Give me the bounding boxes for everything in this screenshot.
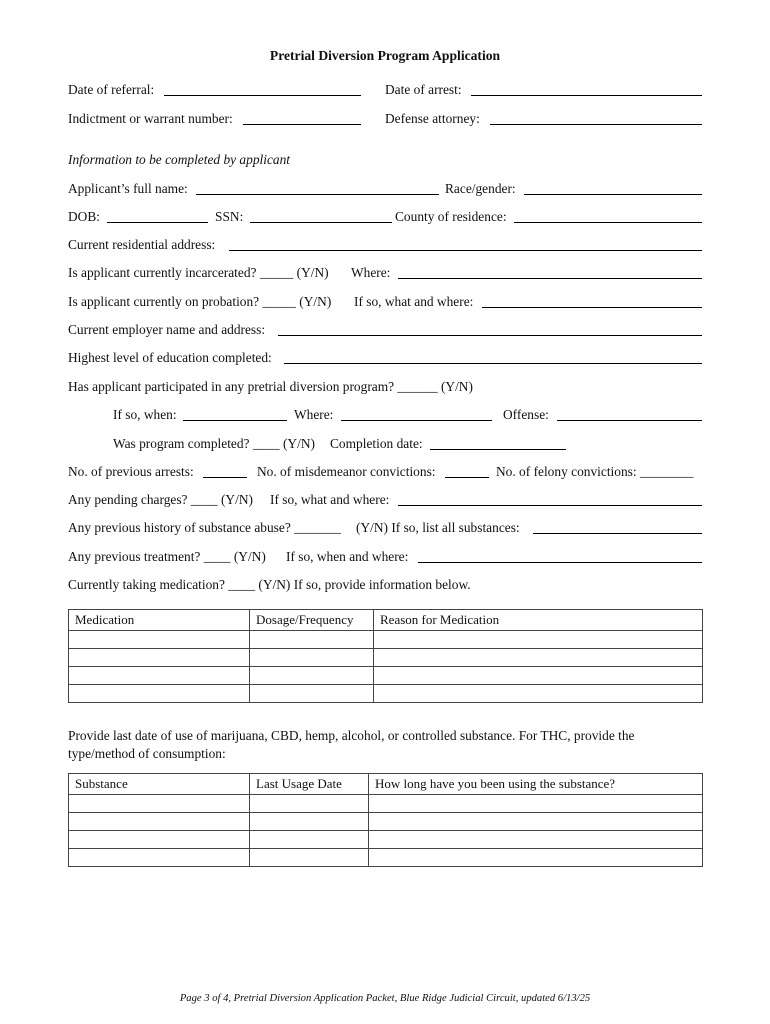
county-field[interactable] [514, 222, 702, 223]
if-so-when-field[interactable] [183, 420, 287, 421]
dob-field[interactable] [107, 222, 208, 223]
felony-label: No. of felony convictions: ________ [496, 464, 694, 479]
ssn-label: SSN: [215, 209, 244, 224]
reason-cell[interactable] [374, 631, 703, 649]
substance-cell[interactable] [69, 849, 250, 867]
offense-field[interactable] [557, 420, 702, 421]
duration-cell[interactable] [369, 813, 703, 831]
section-heading: Information to be completed by applicant [68, 152, 291, 167]
page-title: Pretrial Diversion Program Application [269, 48, 501, 63]
treatment-when-field[interactable] [418, 562, 702, 563]
substance-history-label: Any previous history of substance abuse? _______ [68, 520, 341, 535]
pending-where-field[interactable] [398, 505, 702, 506]
incarcerated-label: Is applicant currently incarcerated? _____ (Y/N) [68, 265, 329, 280]
medication-cell[interactable] [69, 649, 250, 667]
last-usage-cell[interactable] [250, 831, 369, 849]
previous-arrests-label: No. of previous arrests: [68, 464, 194, 479]
table-row [69, 667, 703, 685]
substance-instructions-line-2: type/method of consumption: [68, 746, 226, 761]
indictment-field[interactable] [243, 124, 361, 125]
medication-cell[interactable] [69, 685, 250, 703]
incarcerated-where-field[interactable] [398, 278, 702, 279]
last-usage-cell[interactable] [250, 849, 369, 867]
full-name-label: Applicant’s full name: [68, 181, 188, 196]
if-so-when-label: If so, when: [113, 407, 177, 422]
incarcerated-where-label: Where: [351, 265, 391, 280]
page-footer: Page 3 of 4, Pretrial Diversion Application Packet, Blue Ridge Judicial Circuit, updated 6/13/25 [179, 993, 591, 1004]
dosage-cell[interactable] [250, 685, 374, 703]
probation-label: Is applicant currently on probation? _____ (Y/N) [68, 294, 332, 309]
county-label: County of residence: [395, 209, 507, 224]
treatment-label: Any previous treatment? ____ (Y/N) [68, 549, 266, 564]
pending-where-label: If so, what and where: [270, 492, 390, 507]
substance-instructions-line-1: Provide last date of use of marijuana, CBD, hemp, alcohol, or controlled substance. For THC, provide the [68, 728, 635, 743]
substance-cell[interactable] [69, 831, 250, 849]
last-usage-cell[interactable] [250, 813, 369, 831]
medication-question: Currently taking medication? ____ (Y/N) If so, provide information below. [68, 577, 471, 592]
misdemeanor-label: No. of misdemeanor convictions: [257, 464, 436, 479]
substance-table [68, 773, 703, 867]
duration-header: How long have you been using the substance? [369, 774, 703, 795]
last-usage-header: Last Usage Date [250, 774, 369, 795]
medication-table [68, 609, 703, 703]
reason-cell[interactable] [374, 667, 703, 685]
program-where-field[interactable] [341, 420, 492, 421]
dob-label: DOB: [68, 209, 100, 224]
dosage-cell[interactable] [250, 649, 374, 667]
reason-header: Reason for Medication [374, 610, 703, 631]
defense-attorney-field[interactable] [490, 124, 702, 125]
employer-label: Current employer name and address: [68, 322, 266, 337]
education-label: Highest level of education completed: [68, 350, 272, 365]
medication-cell[interactable] [69, 631, 250, 649]
date-of-referral-field[interactable] [164, 95, 361, 96]
table-row [69, 685, 703, 703]
defense-attorney-label: Defense attorney: [385, 111, 480, 126]
date-of-arrest-field[interactable] [471, 95, 702, 96]
table-row [69, 831, 703, 849]
last-usage-cell[interactable] [250, 795, 369, 813]
race-gender-label: Race/gender: [445, 181, 516, 196]
probation-where-label: If so, what and where: [354, 294, 474, 309]
address-label: Current residential address: [68, 237, 216, 252]
treatment-when-label: If so, when and where: [286, 549, 409, 564]
misdemeanor-field[interactable] [445, 477, 489, 478]
probation-where-field[interactable] [482, 307, 702, 308]
indictment-label: Indictment or warrant number: [68, 111, 233, 126]
education-field[interactable] [284, 363, 702, 364]
dosage-cell[interactable] [250, 631, 374, 649]
dosage-cell[interactable] [250, 667, 374, 685]
previous-arrests-field[interactable] [203, 477, 247, 478]
completion-date-label: Completion date: [330, 436, 423, 451]
full-name-field[interactable] [196, 194, 439, 195]
program-completed-label: Was program completed? ____ (Y/N) [113, 436, 315, 451]
date-of-referral-label: Date of referral: [68, 82, 155, 97]
table-row [69, 813, 703, 831]
substance-header: Substance [69, 774, 250, 795]
table-row [69, 631, 703, 649]
substance-cell[interactable] [69, 813, 250, 831]
table-row [69, 849, 703, 867]
table-row [69, 795, 703, 813]
employer-field[interactable] [278, 335, 702, 336]
race-gender-field[interactable] [524, 194, 702, 195]
duration-cell[interactable] [369, 795, 703, 813]
offense-label: Offense: [503, 407, 549, 422]
participated-label: Has applicant participated in any pretrial diversion program? ______ (Y/N) [68, 379, 473, 394]
table-row [69, 649, 703, 667]
medication-cell[interactable] [69, 667, 250, 685]
ssn-field[interactable] [250, 222, 392, 223]
substance-list-field[interactable] [533, 533, 702, 534]
dosage-header: Dosage/Frequency [250, 610, 374, 631]
substance-cell[interactable] [69, 795, 250, 813]
duration-cell[interactable] [369, 849, 703, 867]
address-field[interactable] [229, 250, 702, 251]
duration-cell[interactable] [369, 831, 703, 849]
substance-list-label: (Y/N) If so, list all substances: [356, 520, 520, 535]
reason-cell[interactable] [374, 649, 703, 667]
program-where-label: Where: [294, 407, 334, 422]
completion-date-field[interactable] [430, 449, 566, 450]
pending-charges-label: Any pending charges? ____ (Y/N) [68, 492, 253, 507]
reason-cell[interactable] [374, 685, 703, 703]
date-of-arrest-label: Date of arrest: [385, 82, 462, 97]
medication-header: Medication [69, 610, 250, 631]
